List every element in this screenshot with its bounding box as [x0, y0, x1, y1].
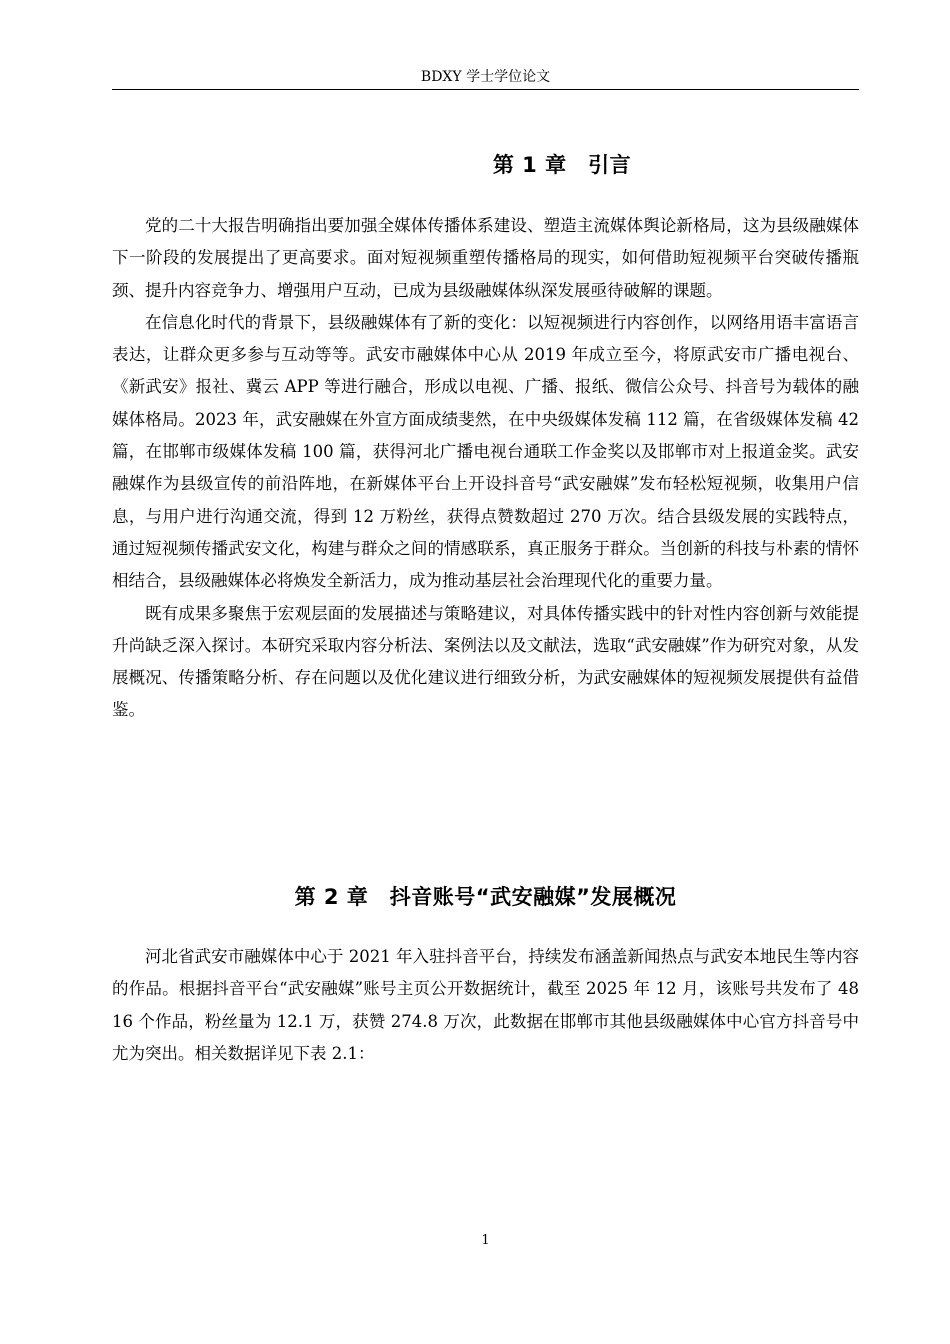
chapter-2-body: [112, 941, 859, 1070]
running-header: BDXY 学士学位论文: [420, 69, 551, 85]
header-rule: [112, 89, 859, 90]
paragraph: 在信息化时代的背景下，县级融媒体有了新的变化：以短视频进行内容创作，以网络用语丰富语言表达，让群众更多参与互动等等。武安市融媒体中心从 2019 年成立至今，将原武安市广播电视台、《新武安》报社、冀云 APP 等进行融合，形成以电视、广播、报纸、微信公众号、抖音号为载体的融媒体格局。2023 年，武安融媒在外宣方面成绩斐然，在中央级媒体发稿 112 篇，在省级媒体发稿 42 篇，在邯郸市级媒体发稿 100 篇，获得河北广播电视台通联工作金奖以及邯郸市对上报道金奖。武安融媒作为县级宣传的前沿阵地，在新媒体平台上开设抖音号“武安融媒”发布轻松短视频，收集用户信息，与用户进行沟通交流，得到 12 万粉丝，获得点赞数超过 270 万次。结合县级发展的实践特点，通过短视频传播武安文化，构建与群众之间的情感联系，真正服务于群众。当创新的科技与朴素的情怀相结合，县级融媒体必将焕发全新活力，成为推动基层社会治理现代化的重要力量。: [112, 312, 859, 591]
chapter-2-title: 第 2 章 抖音账号“武安融媒”发展概况: [294, 885, 677, 909]
paragraph: 党的二十大报告明确指出要加强全媒体传播体系建设、塑造主流媒体舆论新格局，这为县级融媒体下一阶段的发展提出了更高要求。面对短视频重塑传播格局的现实，如何借助短视频平台突破传播瓶颈、提升内容竞争力、增强用户互动，已成为县级融媒体纵深发展亟待破解的课题。: [112, 216, 859, 300]
paragraph: 河北省武安市融媒体中心于 2021 年入驻抖音平台，持续发布涵盖新闻热点与武安本地民生等内容的作品。根据抖音平台“武安融媒”账号主页公开数据统计，截至 2025 年 12 月，该账号共发布了 4816 个作品，粉丝量为 12.1 万，获赞 274.8 万次，此数据在邯郸市其他县级融媒体中心官方抖音号中尤为突出。相关数据详见下表 2.1：: [112, 947, 859, 1063]
chapter-1-title: 第 1 章 引言: [492, 153, 632, 177]
paragraph: 既有成果多聚焦于宏观层面的发展描述与策略建议，对具体传播实践中的针对性内容创新与效能提升尚缺乏深入探讨。本研究采取内容分析法、案例法以及文献法，选取“武安融媒”作为研究对象，从发展概况、传播策略分析、存在问题以及优化建议进行细致分析，为武安融媒体的短视频发展提供有益借鉴。: [112, 603, 859, 720]
chapter-1-body: [112, 210, 859, 727]
page-number: 1: [481, 1233, 490, 1248]
